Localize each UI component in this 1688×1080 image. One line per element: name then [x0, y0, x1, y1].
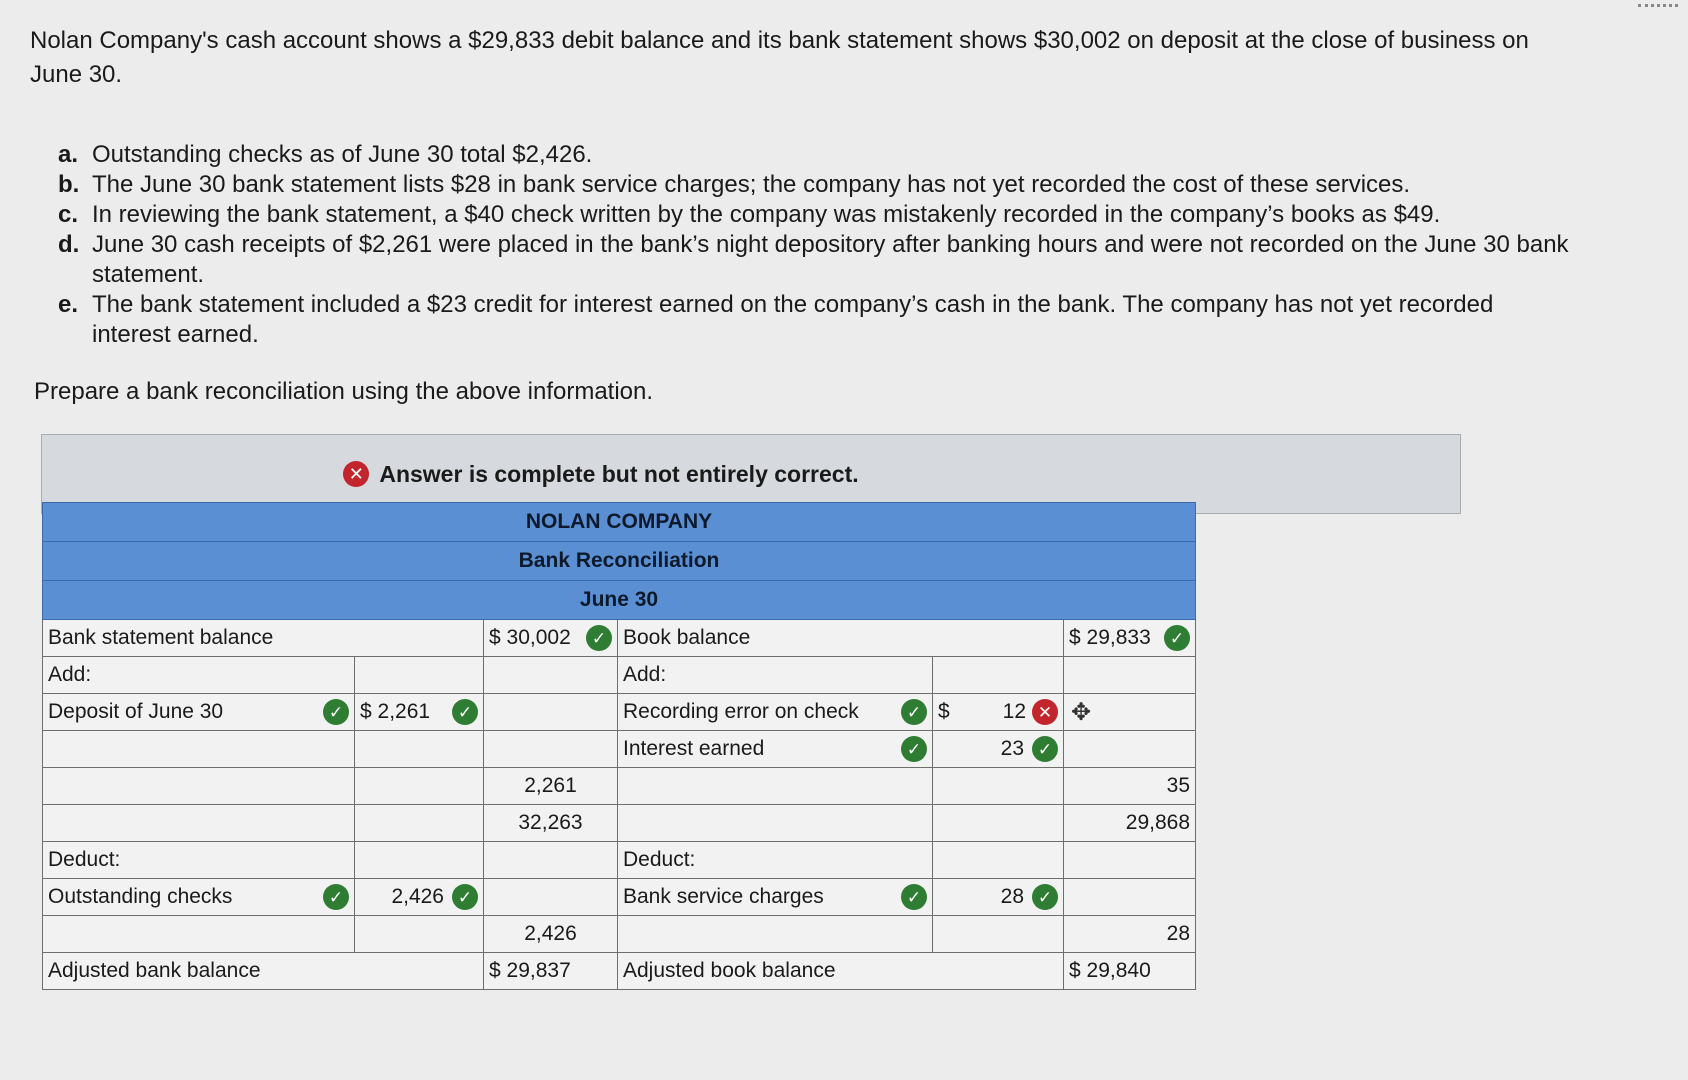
empty-cell[interactable]: [933, 916, 1064, 953]
instruction-prompt: Prepare a bank reconciliation using the above information.: [34, 378, 654, 405]
statement-title: Bank Reconciliation: [43, 542, 1196, 581]
deposit-amount-input[interactable]: $ 2,261: [360, 700, 431, 723]
checkmark-icon: ✓: [323, 884, 349, 910]
empty-cell[interactable]: [933, 805, 1064, 842]
empty-cell[interactable]: [484, 879, 618, 916]
table-row: [43, 953, 1196, 990]
interest-label-select[interactable]: Interest earned: [623, 737, 765, 760]
empty-cell[interactable]: [1064, 842, 1196, 879]
problem-intro: Nolan Company's cash account shows a $29,833 debit balance and its bank statement shows $30,002 on deposit at the close of business on June 30.: [30, 27, 1529, 88]
company-name: NOLAN COMPANY: [43, 503, 1196, 542]
empty-cell[interactable]: [355, 805, 484, 842]
list-item: e. The bank statement included a $23 credit for interest earned on the company’s cash in the bank. The company has not yet recorded interest earned.: [58, 291, 1494, 348]
bank-deduct-label: Deduct:: [43, 842, 355, 879]
bank-balance-label: Bank statement balance: [43, 620, 484, 657]
recording-error-input[interactable]: 12: [1002, 700, 1026, 723]
table-row: [43, 731, 1196, 768]
book-deduct-label: Deduct:: [618, 842, 933, 879]
checkmark-icon: ✓: [901, 884, 927, 910]
bank-add-total: 2,261: [484, 768, 618, 805]
empty-cell[interactable]: [933, 768, 1064, 805]
empty-cell[interactable]: [618, 768, 933, 805]
table-row: [43, 657, 1196, 694]
x-circle-icon: ✕: [1032, 699, 1058, 725]
outstanding-amount-input[interactable]: 2,426: [391, 885, 444, 908]
checkmark-icon: ✓: [901, 736, 927, 762]
adjusted-book-value: $ 29,840: [1064, 953, 1196, 990]
list-item: d. June 30 cash receipts of $2,261 were placed in the bank’s night depository after banking hours and were not recorded on the June 30 bank statement.: [58, 231, 1569, 288]
empty-cell[interactable]: [43, 731, 355, 768]
checkmark-icon: ✓: [901, 699, 927, 725]
book-balance-label: Book balance: [618, 620, 1064, 657]
empty-cell[interactable]: [1064, 731, 1196, 768]
table-row: [43, 805, 1196, 842]
book-balance-input[interactable]: $ 29,833: [1069, 626, 1151, 649]
book-add-total: 35: [1064, 768, 1196, 805]
table-row: [43, 916, 1196, 953]
bank-subtotal: 32,263: [484, 805, 618, 842]
statement-date: June 30: [43, 581, 1196, 620]
list-item: b. The June 30 bank statement lists $28 in bank service charges; the company has not yet recorded the cost of these services.: [58, 171, 1411, 198]
book-deduct-total: 28: [1064, 916, 1196, 953]
service-charge-select[interactable]: Bank service charges: [623, 885, 824, 908]
empty-cell[interactable]: [484, 694, 618, 731]
checkmark-icon: ✓: [452, 884, 478, 910]
empty-cell[interactable]: [355, 842, 484, 879]
adjusted-bank-label: Adjusted bank balance: [43, 953, 484, 990]
checkmark-icon: ✓: [323, 699, 349, 725]
table-row: [43, 879, 1196, 916]
deposit-label-select[interactable]: Deposit of June 30: [48, 700, 224, 723]
problem-items: [58, 140, 1578, 350]
bank-reconciliation-table: [42, 502, 1196, 990]
table-row: [43, 620, 1196, 657]
table-row: [43, 842, 1196, 879]
empty-cell[interactable]: [618, 916, 933, 953]
corner-indicator: [1638, 4, 1678, 10]
interest-amount-input[interactable]: 23: [1000, 737, 1024, 760]
table-row: [43, 694, 1196, 731]
empty-cell[interactable]: [43, 805, 355, 842]
book-subtotal: 29,868: [1064, 805, 1196, 842]
table-row: [43, 768, 1196, 805]
move-cursor-icon: ✥: [1071, 698, 1092, 726]
empty-cell[interactable]: [484, 842, 618, 879]
adjusted-bank-value: $ 29,837: [484, 953, 618, 990]
bank-deduct-total: 2,426: [484, 916, 618, 953]
outstanding-label-select[interactable]: Outstanding checks: [48, 885, 233, 908]
adjusted-book-label: Adjusted book balance: [618, 953, 1064, 990]
answer-status-text: Answer is complete but not entirely correct.: [379, 460, 859, 487]
empty-cell[interactable]: [43, 916, 355, 953]
checkmark-icon: ✓: [1032, 736, 1058, 762]
empty-cell[interactable]: [355, 657, 484, 694]
empty-cell[interactable]: [355, 768, 484, 805]
empty-cell[interactable]: [933, 842, 1064, 879]
x-circle-icon: ✕: [343, 461, 369, 487]
bank-balance-input[interactable]: $ 30,002: [489, 626, 571, 649]
empty-cell[interactable]: [933, 657, 1064, 694]
list-item: c. In reviewing the bank statement, a $40 check written by the company was mistakenly recorded in the company’s books as $49.: [58, 201, 1441, 228]
checkmark-icon: ✓: [452, 699, 478, 725]
empty-cell[interactable]: [618, 805, 933, 842]
empty-cell[interactable]: [1064, 879, 1196, 916]
currency-symbol: $: [938, 700, 950, 723]
service-charge-input[interactable]: 28: [1000, 885, 1024, 908]
empty-cell[interactable]: [484, 731, 618, 768]
checkmark-icon: ✓: [1032, 884, 1058, 910]
checkmark-icon: ✓: [1164, 625, 1190, 651]
empty-cell[interactable]: [484, 657, 618, 694]
empty-cell[interactable]: [355, 916, 484, 953]
empty-cell[interactable]: [355, 731, 484, 768]
recording-error-select[interactable]: Recording error on check: [623, 700, 859, 723]
bank-add-label: Add:: [43, 657, 355, 694]
list-item: a. Outstanding checks as of June 30 total $2,426.: [58, 141, 593, 168]
checkmark-icon: ✓: [586, 625, 612, 651]
book-add-label: Add:: [618, 657, 933, 694]
empty-cell[interactable]: [43, 768, 355, 805]
empty-cell[interactable]: [1064, 657, 1196, 694]
